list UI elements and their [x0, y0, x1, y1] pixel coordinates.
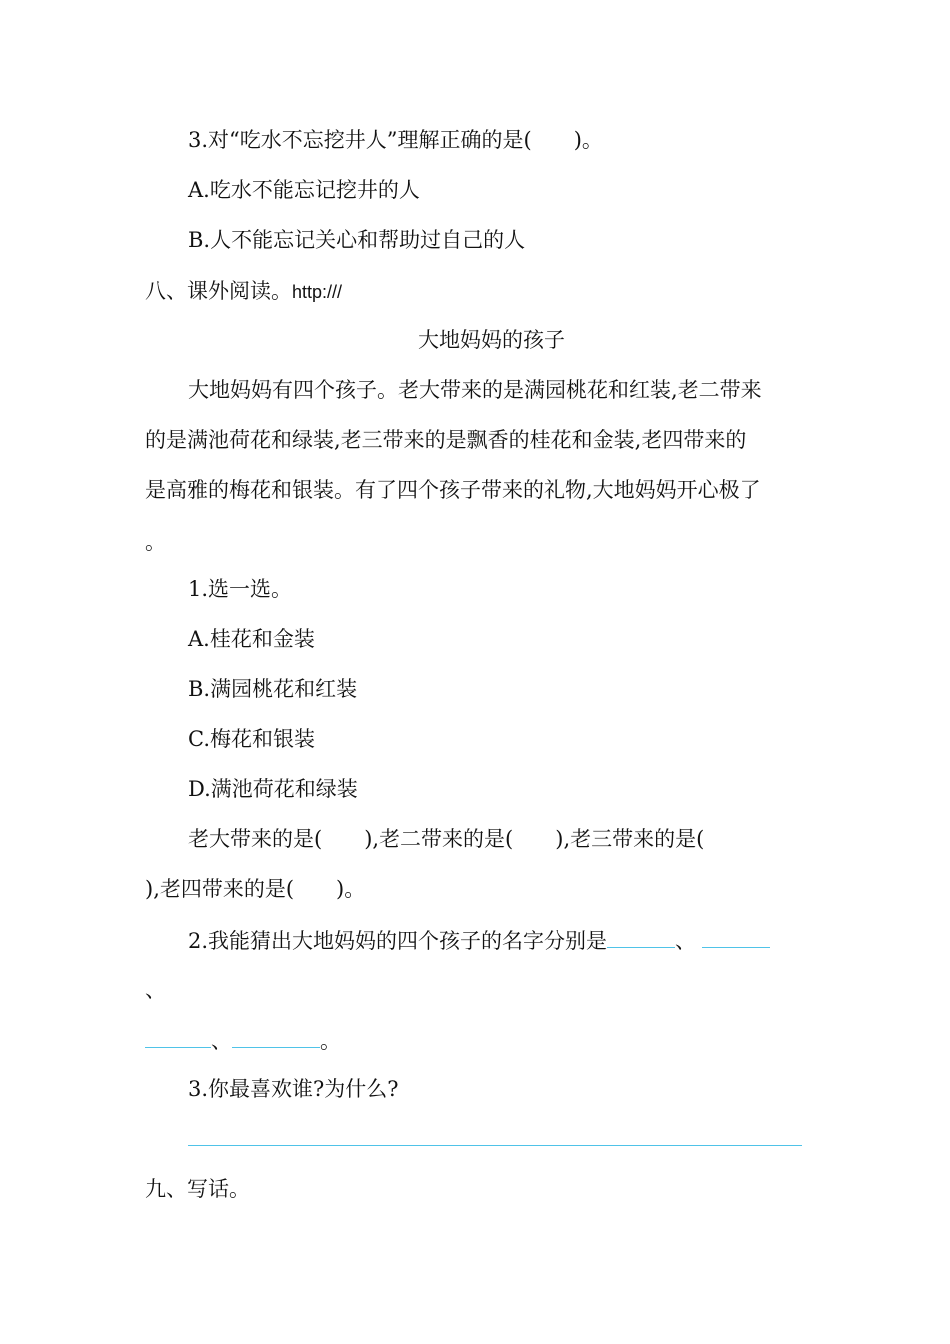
passage-line-3: 是高雅的梅花和银装。有了四个孩子带来的礼物,大地妈妈开心极了: [145, 478, 761, 502]
passage-title: 大地妈妈的孩子: [418, 328, 565, 352]
q2-prompt: 2.我能猜出大地妈妈的四个孩子的名字分别是: [188, 929, 608, 953]
q2-separator: 、: [675, 929, 697, 953]
q2-line-1: [188, 925, 770, 956]
answer-blank-2[interactable]: [702, 925, 770, 948]
q2-end: 。: [320, 1029, 341, 1053]
q7-item3: 3.对“吃水不忘挖井人”理解正确的是( )。: [188, 128, 603, 152]
section8-heading: [145, 276, 342, 307]
answer-blank-3[interactable]: [145, 1025, 211, 1048]
passage-line-4: 。: [145, 530, 166, 554]
q1-label: 1.选一选。: [188, 577, 293, 601]
q3-answer-line[interactable]: [188, 1145, 802, 1146]
q1-option-a: A.桂花和金装: [188, 627, 315, 651]
q7-option-b: B.人不能忘记关心和帮助过自己的人: [188, 228, 526, 252]
section9-heading: 九、写话。: [145, 1177, 250, 1201]
passage-line-1: 大地妈妈有四个孩子。老大带来的是满园桃花和红装,老二带来: [188, 378, 762, 402]
q1-option-d: D.满池荷花和绿装: [188, 777, 358, 801]
q1-fill-line-2: ),老四带来的是( )。: [145, 877, 366, 901]
q2-separator: 、: [211, 1029, 232, 1053]
q1-fill-line-1: 老大带来的是( ),老二带来的是( ),老三带来的是(: [188, 827, 705, 851]
q3-prompt: 3.你最喜欢谁?为什么?: [188, 1077, 399, 1101]
passage-line-2: 的是满池荷花和绿装,老三带来的是飘香的桂花和金装,老四带来的: [145, 428, 747, 452]
section8-heading-text: 八、课外阅读。: [145, 279, 292, 303]
q2-line-2: 、: [145, 978, 166, 1002]
section8-url: http:///: [292, 282, 343, 302]
q7-option-a: A.吃水不能忘记挖井的人: [188, 178, 420, 202]
answer-blank-4[interactable]: [232, 1025, 320, 1048]
q2-line-3: [145, 1025, 341, 1056]
q1-option-b: B.满园桃花和红装: [188, 677, 358, 701]
answer-blank-1[interactable]: [607, 925, 675, 948]
q1-option-c: C.梅花和银装: [188, 727, 315, 751]
